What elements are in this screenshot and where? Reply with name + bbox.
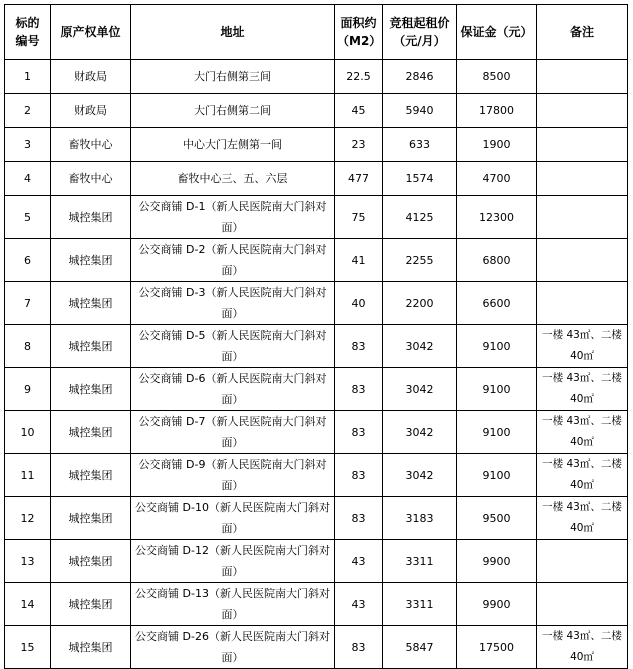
table-row xyxy=(5,282,628,325)
cell-rent: 2255 xyxy=(383,239,457,282)
cell-deposit: 9100 xyxy=(457,368,537,411)
cell-owner: 财政局 xyxy=(51,60,131,94)
cell-area: 43 xyxy=(335,583,383,626)
cell-address: 大门右侧第二间 xyxy=(131,94,335,128)
cell-address: 公交商铺 D-5（新人民医院南大门斜对面） xyxy=(131,325,335,368)
cell-owner: 城控集团 xyxy=(51,497,131,540)
cell-note: 一楼 43㎡、二楼 40㎡ xyxy=(537,325,628,368)
cell-note xyxy=(537,540,628,583)
cell-address: 中心大门左侧第一间 xyxy=(131,128,335,162)
cell-id: 10 xyxy=(5,411,51,454)
cell-note xyxy=(537,162,628,196)
cell-deposit: 4700 xyxy=(457,162,537,196)
cell-address: 大门右侧第三间 xyxy=(131,60,335,94)
lease-table xyxy=(4,4,628,669)
table-row xyxy=(5,60,628,94)
table-row xyxy=(5,94,628,128)
table-row xyxy=(5,540,628,583)
cell-id: 8 xyxy=(5,325,51,368)
cell-rent: 4125 xyxy=(383,196,457,239)
table-row xyxy=(5,162,628,196)
cell-rent: 633 xyxy=(383,128,457,162)
cell-rent: 3042 xyxy=(383,368,457,411)
cell-address: 公交商铺 D-2（新人民医院南大门斜对面） xyxy=(131,239,335,282)
cell-area: 43 xyxy=(335,540,383,583)
table-row xyxy=(5,583,628,626)
cell-deposit: 9100 xyxy=(457,454,537,497)
cell-owner: 城控集团 xyxy=(51,239,131,282)
cell-deposit: 6600 xyxy=(457,282,537,325)
cell-deposit: 17800 xyxy=(457,94,537,128)
cell-id: 11 xyxy=(5,454,51,497)
cell-address: 公交商铺 D-1（新人民医院南大门斜对面） xyxy=(131,196,335,239)
header-id: 标的 编号 xyxy=(5,5,51,60)
cell-address: 公交商铺 D-12（新人民医院南大门斜对面） xyxy=(131,540,335,583)
cell-rent: 5940 xyxy=(383,94,457,128)
cell-deposit: 9900 xyxy=(457,583,537,626)
cell-deposit: 9500 xyxy=(457,497,537,540)
cell-id: 5 xyxy=(5,196,51,239)
cell-id: 4 xyxy=(5,162,51,196)
cell-owner: 畜牧中心 xyxy=(51,162,131,196)
cell-rent: 3042 xyxy=(383,454,457,497)
cell-area: 83 xyxy=(335,454,383,497)
cell-id: 3 xyxy=(5,128,51,162)
cell-deposit: 6800 xyxy=(457,239,537,282)
cell-area: 83 xyxy=(335,497,383,540)
table-row xyxy=(5,411,628,454)
cell-address: 公交商铺 D-9（新人民医院南大门斜对面） xyxy=(131,454,335,497)
cell-deposit: 9100 xyxy=(457,325,537,368)
cell-id: 15 xyxy=(5,626,51,669)
cell-area: 83 xyxy=(335,411,383,454)
cell-area: 22.5 xyxy=(335,60,383,94)
cell-owner: 城控集团 xyxy=(51,282,131,325)
cell-rent: 2846 xyxy=(383,60,457,94)
cell-id: 13 xyxy=(5,540,51,583)
cell-id: 12 xyxy=(5,497,51,540)
cell-rent: 3311 xyxy=(383,540,457,583)
table-row xyxy=(5,196,628,239)
cell-address: 公交商铺 D-13（新人民医院南大门斜对面） xyxy=(131,583,335,626)
header-area: 面积约 （M2） xyxy=(335,5,383,60)
cell-address: 公交商铺 D-7（新人民医院南大门斜对面） xyxy=(131,411,335,454)
cell-owner: 城控集团 xyxy=(51,325,131,368)
cell-note xyxy=(537,282,628,325)
cell-address: 畜牧中心三、五、六层 xyxy=(131,162,335,196)
cell-id: 2 xyxy=(5,94,51,128)
cell-deposit: 9100 xyxy=(457,411,537,454)
cell-area: 83 xyxy=(335,368,383,411)
header-deposit: 保证金（元） xyxy=(457,5,537,60)
cell-owner: 城控集团 xyxy=(51,368,131,411)
cell-address: 公交商铺 D-3（新人民医院南大门斜对面） xyxy=(131,282,335,325)
table-row xyxy=(5,454,628,497)
cell-deposit: 12300 xyxy=(457,196,537,239)
header-owner: 原产权单位 xyxy=(51,5,131,60)
cell-note: 一楼 43㎡、二楼 40㎡ xyxy=(537,626,628,669)
cell-owner: 畜牧中心 xyxy=(51,128,131,162)
table-row xyxy=(5,368,628,411)
cell-area: 83 xyxy=(335,626,383,669)
cell-owner: 城控集团 xyxy=(51,626,131,669)
header-row xyxy=(5,5,628,60)
table-row xyxy=(5,325,628,368)
cell-address: 公交商铺 D-26（新人民医院南大门斜对面） xyxy=(131,626,335,669)
cell-note xyxy=(537,583,628,626)
cell-rent: 3311 xyxy=(383,583,457,626)
cell-owner: 城控集团 xyxy=(51,411,131,454)
cell-rent: 3183 xyxy=(383,497,457,540)
cell-rent: 1574 xyxy=(383,162,457,196)
table-row xyxy=(5,626,628,669)
cell-note: 一楼 43㎡、二楼 40㎡ xyxy=(537,368,628,411)
table-row xyxy=(5,497,628,540)
cell-note xyxy=(537,60,628,94)
cell-note xyxy=(537,128,628,162)
cell-id: 14 xyxy=(5,583,51,626)
cell-note: 一楼 43㎡、二楼 40㎡ xyxy=(537,411,628,454)
cell-owner: 财政局 xyxy=(51,94,131,128)
cell-address: 公交商铺 D-6（新人民医院南大门斜对面） xyxy=(131,368,335,411)
cell-area: 75 xyxy=(335,196,383,239)
cell-area: 40 xyxy=(335,282,383,325)
cell-rent: 5847 xyxy=(383,626,457,669)
table-row xyxy=(5,239,628,282)
table-row xyxy=(5,128,628,162)
cell-area: 23 xyxy=(335,128,383,162)
cell-note xyxy=(537,196,628,239)
header-rent: 竞租起租价 （元/月） xyxy=(383,5,457,60)
cell-rent: 2200 xyxy=(383,282,457,325)
cell-area: 45 xyxy=(335,94,383,128)
cell-rent: 3042 xyxy=(383,411,457,454)
cell-deposit: 8500 xyxy=(457,60,537,94)
cell-area: 83 xyxy=(335,325,383,368)
cell-deposit: 9900 xyxy=(457,540,537,583)
header-address: 地址 xyxy=(131,5,335,60)
cell-id: 7 xyxy=(5,282,51,325)
cell-owner: 城控集团 xyxy=(51,540,131,583)
cell-note xyxy=(537,94,628,128)
cell-owner: 城控集团 xyxy=(51,583,131,626)
cell-owner: 城控集团 xyxy=(51,196,131,239)
cell-deposit: 1900 xyxy=(457,128,537,162)
cell-note xyxy=(537,239,628,282)
cell-address: 公交商铺 D-10（新人民医院南大门斜对面） xyxy=(131,497,335,540)
header-note: 备注 xyxy=(537,5,628,60)
cell-note: 一楼 43㎡、二楼 40㎡ xyxy=(537,454,628,497)
cell-id: 9 xyxy=(5,368,51,411)
cell-id: 6 xyxy=(5,239,51,282)
cell-deposit: 17500 xyxy=(457,626,537,669)
cell-area: 41 xyxy=(335,239,383,282)
cell-id: 1 xyxy=(5,60,51,94)
cell-owner: 城控集团 xyxy=(51,454,131,497)
cell-area: 477 xyxy=(335,162,383,196)
cell-rent: 3042 xyxy=(383,325,457,368)
cell-note: 一楼 43㎡、二楼 40㎡ xyxy=(537,497,628,540)
